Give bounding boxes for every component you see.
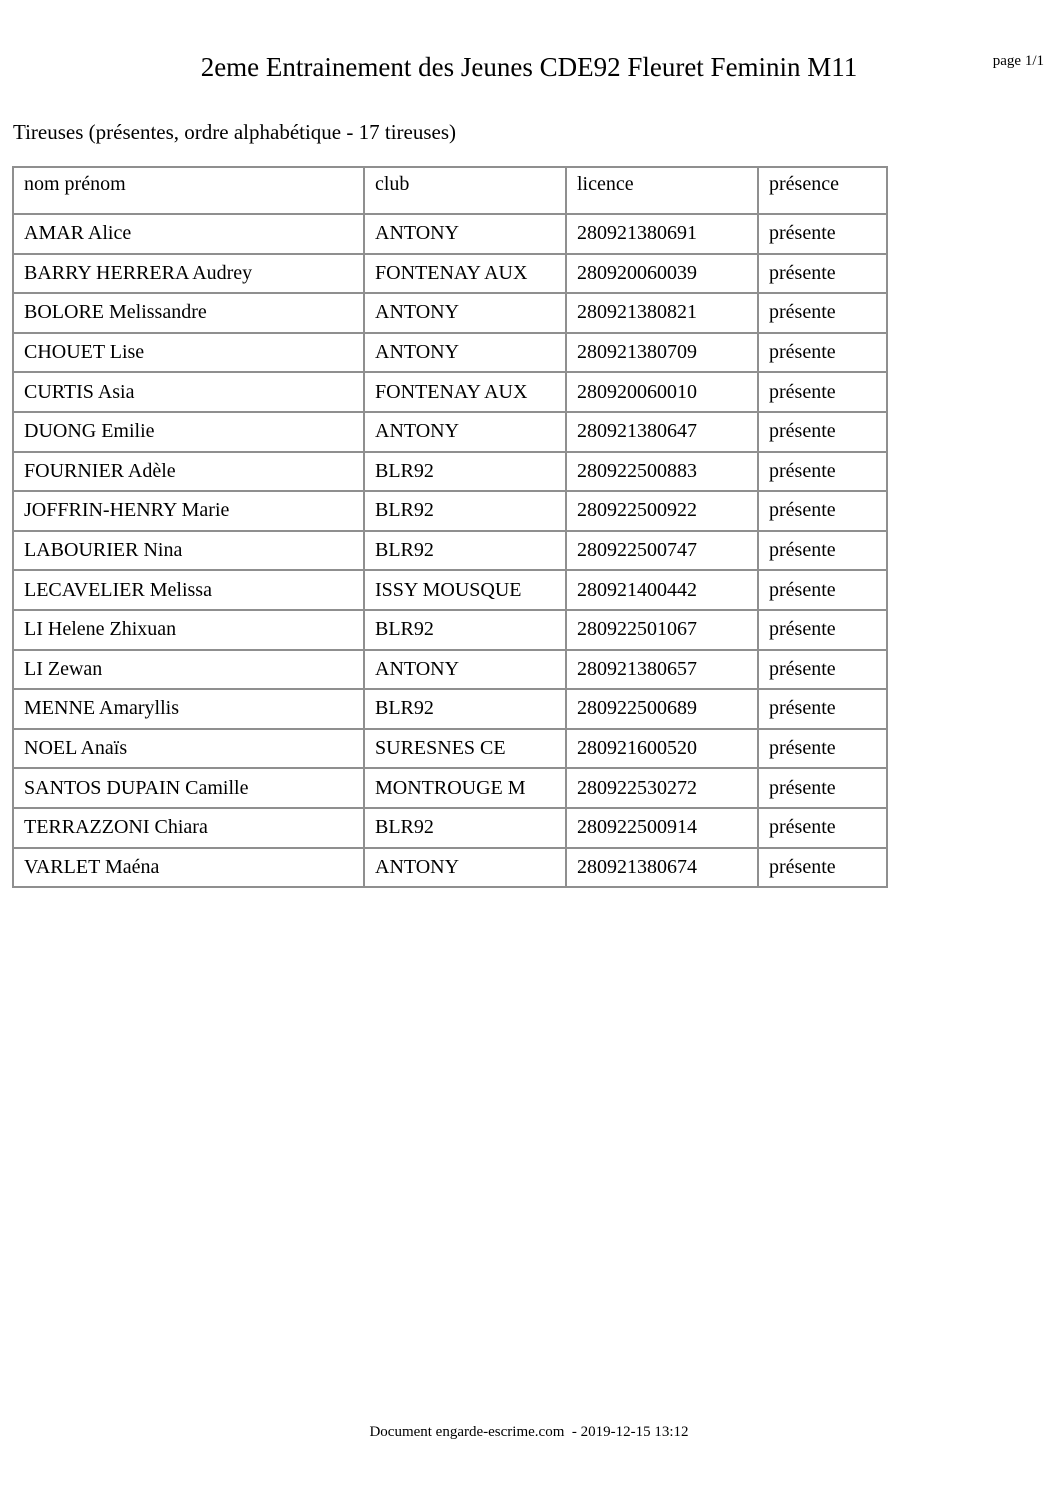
table-row: [13, 610, 887, 650]
table-header-row: [13, 167, 887, 214]
cell-club: BLR92: [364, 531, 566, 571]
table-row: [13, 650, 887, 690]
cell-name: LECAVELIER Melissa: [13, 570, 364, 610]
column-header-name: nom prénom: [13, 167, 364, 214]
cell-licence: 280921380647: [566, 412, 758, 452]
table-row: [13, 729, 887, 769]
cell-club: ANTONY: [364, 333, 566, 373]
table-body: [13, 214, 887, 887]
cell-licence: 280921380674: [566, 848, 758, 888]
cell-licence: 280922500747: [566, 531, 758, 571]
cell-licence: 280921400442: [566, 570, 758, 610]
cell-name: AMAR Alice: [13, 214, 364, 254]
cell-name: FOURNIER Adèle: [13, 452, 364, 492]
cell-club: BLR92: [364, 689, 566, 729]
cell-presence: présente: [758, 848, 887, 888]
table-row: [13, 768, 887, 808]
cell-name: JOFFRIN-HENRY Marie: [13, 491, 364, 531]
cell-licence: 280921380821: [566, 293, 758, 333]
cell-licence: 280921380657: [566, 650, 758, 690]
cell-club: ANTONY: [364, 650, 566, 690]
cell-club: ISSY MOUSQUE: [364, 570, 566, 610]
cell-name: VARLET Maéna: [13, 848, 364, 888]
cell-presence: présente: [758, 650, 887, 690]
cell-licence: 280922500689: [566, 689, 758, 729]
cell-club: ANTONY: [364, 848, 566, 888]
cell-name: BOLORE Melissandre: [13, 293, 364, 333]
cell-club: MONTROUGE M: [364, 768, 566, 808]
cell-name: LABOURIER Nina: [13, 531, 364, 571]
cell-name: DUONG Emilie: [13, 412, 364, 452]
page-number: page 1/1: [992, 53, 1044, 69]
table-row: [13, 808, 887, 848]
cell-presence: présente: [758, 531, 887, 571]
cell-club: BLR92: [364, 808, 566, 848]
document-title: 2eme Entrainement des Jeunes CDE92 Fleuret Feminin M11: [200, 52, 858, 82]
cell-presence: présente: [758, 254, 887, 294]
cell-name: LI Helene Zhixuan: [13, 610, 364, 650]
cell-presence: présente: [758, 491, 887, 531]
cell-presence: présente: [758, 412, 887, 452]
cell-licence: 280921380709: [566, 333, 758, 373]
cell-club: ANTONY: [364, 214, 566, 254]
cell-club: ANTONY: [364, 412, 566, 452]
cell-presence: présente: [758, 333, 887, 373]
cell-presence: présente: [758, 452, 887, 492]
cell-presence: présente: [758, 610, 887, 650]
table-row: [13, 293, 887, 333]
cell-licence: 280922500883: [566, 452, 758, 492]
cell-name: CHOUET Lise: [13, 333, 364, 373]
cell-name: SANTOS DUPAIN Camille: [13, 768, 364, 808]
cell-club: BLR92: [364, 610, 566, 650]
cell-licence: 280921600520: [566, 729, 758, 769]
page-footer: Document engarde-escrime.com - 2019-12-15 13:12: [369, 1424, 689, 1440]
cell-licence: 280920060010: [566, 372, 758, 412]
table-row: [13, 412, 887, 452]
cell-club: BLR92: [364, 491, 566, 531]
cell-licence: 280922500922: [566, 491, 758, 531]
cell-name: TERRAZZONI Chiara: [13, 808, 364, 848]
table-row: [13, 372, 887, 412]
cell-presence: présente: [758, 808, 887, 848]
cell-licence: 280920060039: [566, 254, 758, 294]
table-row: [13, 848, 887, 888]
table-row: [13, 531, 887, 571]
cell-club: ANTONY: [364, 293, 566, 333]
cell-presence: présente: [758, 214, 887, 254]
cell-licence: 280922500914: [566, 808, 758, 848]
cell-name: MENNE Amaryllis: [13, 689, 364, 729]
cell-licence: 280922501067: [566, 610, 758, 650]
column-header-club: club: [364, 167, 566, 214]
cell-presence: présente: [758, 768, 887, 808]
cell-name: LI Zewan: [13, 650, 364, 690]
table-row: [13, 570, 887, 610]
cell-licence: 280921380691: [566, 214, 758, 254]
column-header-licence: licence: [566, 167, 758, 214]
cell-presence: présente: [758, 293, 887, 333]
cell-presence: présente: [758, 689, 887, 729]
cell-club: SURESNES CE: [364, 729, 566, 769]
cell-name: CURTIS Asia: [13, 372, 364, 412]
table-header: [13, 167, 887, 214]
table-row: [13, 333, 887, 373]
column-header-presence: présence: [758, 167, 887, 214]
cell-presence: présente: [758, 729, 887, 769]
cell-name: BARRY HERRERA Audrey: [13, 254, 364, 294]
table-row: [13, 214, 887, 254]
cell-presence: présente: [758, 570, 887, 610]
cell-club: FONTENAY AUX: [364, 372, 566, 412]
cell-name: NOEL Anaïs: [13, 729, 364, 769]
table-row: [13, 689, 887, 729]
cell-club: FONTENAY AUX: [364, 254, 566, 294]
cell-presence: présente: [758, 372, 887, 412]
table-row: [13, 254, 887, 294]
cell-licence: 280922530272: [566, 768, 758, 808]
table-row: [13, 452, 887, 492]
table-row: [13, 491, 887, 531]
section-heading: Tireuses (présentes, ordre alphabétique - 17 tireuses): [13, 120, 457, 144]
cell-club: BLR92: [364, 452, 566, 492]
fencers-table: [12, 166, 888, 888]
